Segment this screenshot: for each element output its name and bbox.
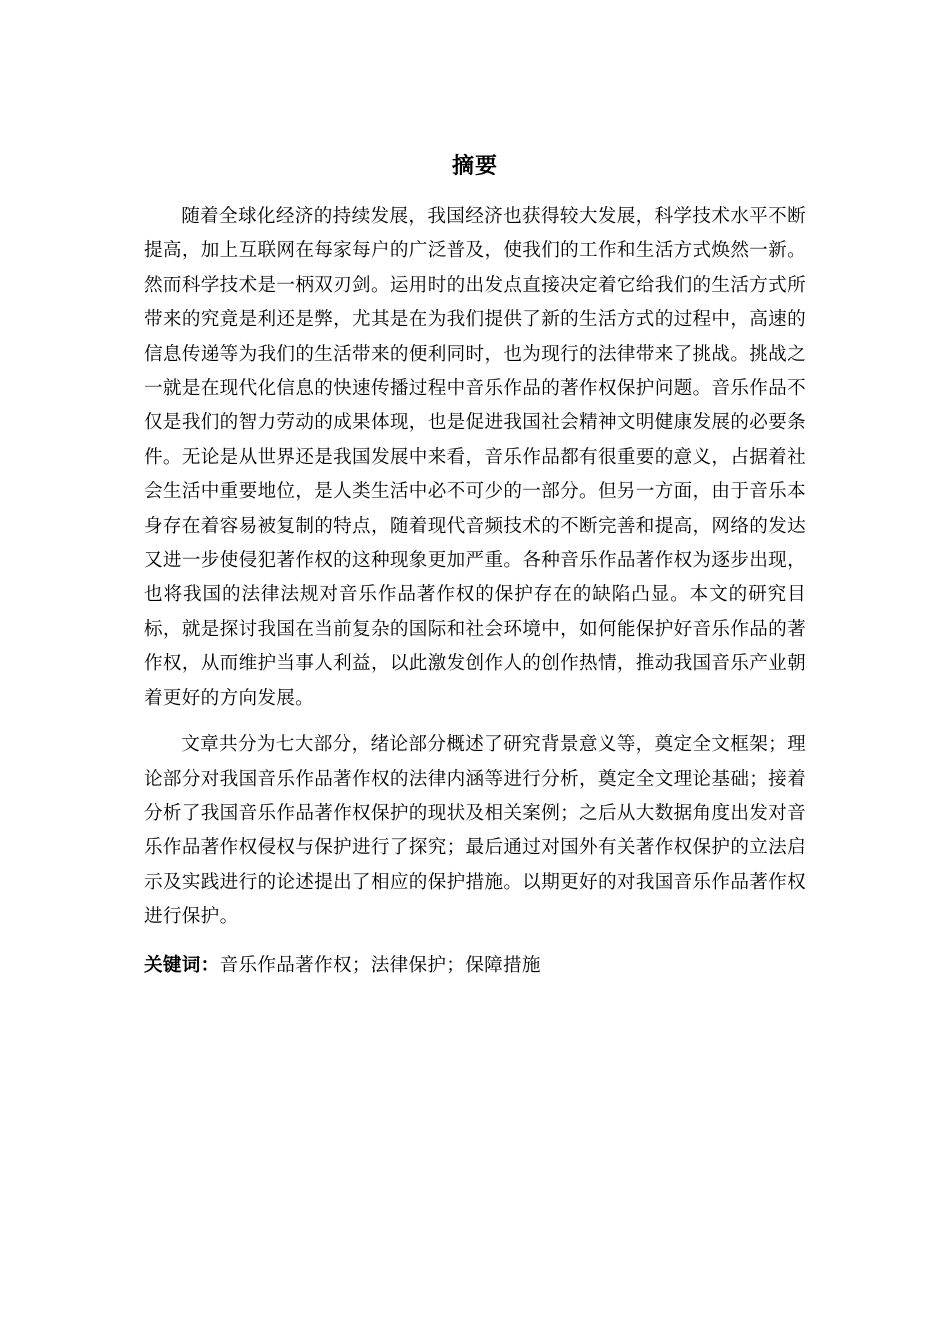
abstract-body bbox=[144, 200, 806, 983]
keywords-label: 关键词： bbox=[144, 954, 220, 976]
abstract-paragraph-1: 随着全球化经济的持续发展，我国经济也获得较大发展，科学技术水平不断提高，加上互联网在每家每户的广泛普及，使我们的工作和生活方式焕然一新。然而科学技术是一柄双刃剑。运用时的出发点直接决定着它给我们的生活方式所带来的究竟是利还是弊，尤其是在为我们提供了新的生活方式的过程中，高速的信息传递等为我们的生活带来的便利同时，也为现行的法律带来了挑战。挑战之一就是在现代化信息的快速传播过程中音乐作品的著作权保护问题。音乐作品不仅是我们的智力劳动的成果体现，也是促进我国社会精神文明健康发展的必要条件。无论是从世界还是我国发展中来看，音乐作品都有很重要的意义，占据着社会生活中重要地位，是人类生活中必不可少的一部分。但另一方面，由于音乐本身存在着容易被复制的特点，随着现代音频技术的不断完善和提高，网络的发达又进一步使侵犯著作权的这种现象更加严重。各种音乐作品著作权为逐步出现，也将我国的法律法规对音乐作品著作权的保护存在的缺陷凸显。本文的研究目标，就是探讨我国在当前复杂的国际和社会环境中，如何能保护好音乐作品的著作权，从而维护当事人利益，以此激发创作人的创作热情，推动我国音乐产业朝着更好的方向发展。 bbox=[144, 206, 806, 709]
keywords-value: 音乐作品著作权；法律保护；保障措施 bbox=[219, 954, 541, 976]
keywords-line bbox=[144, 949, 806, 983]
abstract-paragraph-2: 文章共分为七大部分，绪论部分概述了研究背景意义等，奠定全文框架；理论部分对我国音乐作品著作权的法律内涵等进行分析，奠定全文理论基础；接着分析了我国音乐作品著作权保护的现状及相关案例；之后从大数据角度出发对音乐作品著作权侵权与保护进行了探究；最后通过对国外有关著作权保护的立法启示及实践进行的论述提出了相应的保护措施。以期更好的对我国音乐作品著作权进行保护。 bbox=[144, 734, 806, 928]
page-title: 摘要 bbox=[451, 154, 498, 179]
